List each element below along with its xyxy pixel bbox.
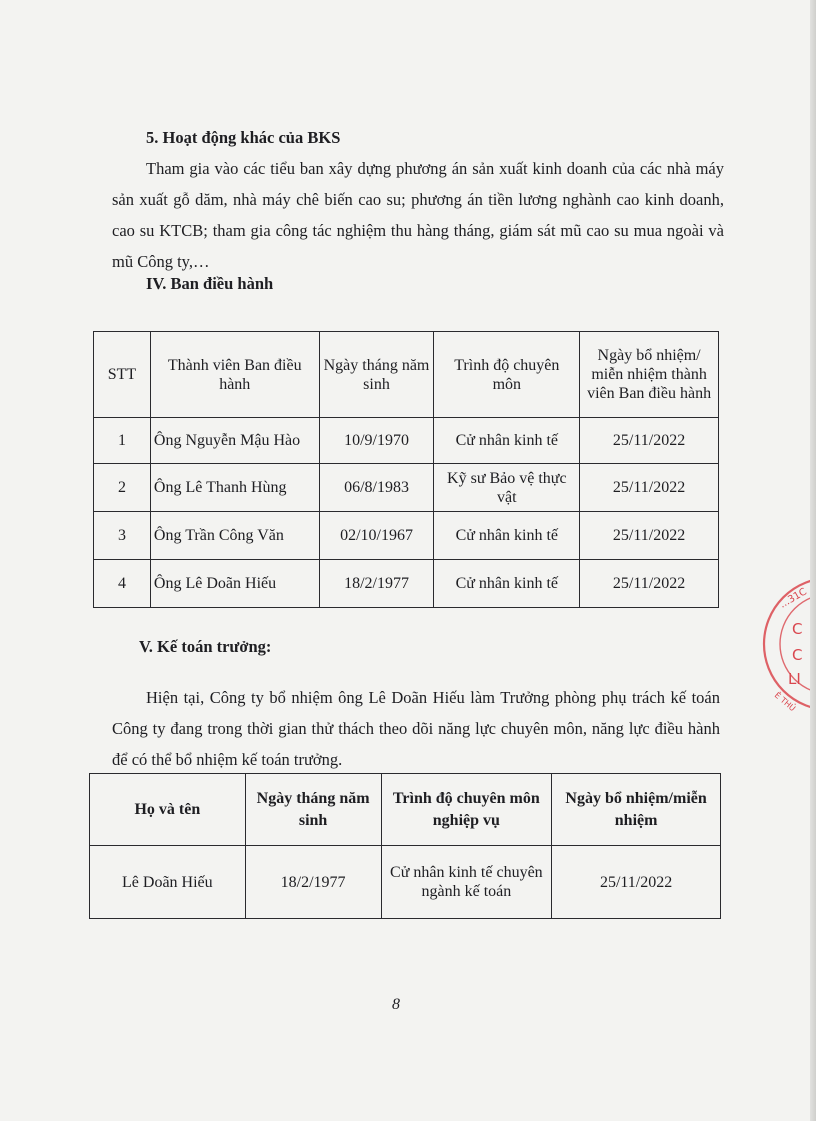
header-fullname: Họ và tên [90, 774, 246, 846]
header-member: Thành viên Ban điều hành [150, 332, 319, 418]
cell-fullname: Lê Doãn Hiếu [90, 846, 246, 919]
svg-text:...31C: ...31C [778, 586, 809, 611]
cell-appointment: 25/11/2022 [580, 512, 719, 560]
header-appointment: Ngày bổ nhiệm/ miễn nhiệm thành viên Ban điều hành [580, 332, 719, 418]
cell-qualification: Cử nhân kinh tế [434, 418, 580, 464]
svg-text:LI: LI [788, 670, 801, 688]
section4-heading: IV. Ban điều hành [146, 274, 274, 293]
cell-member: Ông Nguyễn Mậu Hào [150, 418, 319, 464]
table-header-row [94, 332, 719, 418]
table-row [94, 464, 719, 512]
cell-stt: 4 [94, 560, 151, 608]
company-seal-icon [752, 568, 816, 728]
cell-qualification: Kỹ sư Bảo vệ thực vật [434, 464, 580, 512]
cell-birthdate: 02/10/1967 [319, 512, 434, 560]
header-stt: STT [94, 332, 151, 418]
sectionV-paragraph: Hiện tại, Công ty bổ nhiệm ông Lê Doãn Hiếu làm Trưởng phòng phụ trách kế toán Công ty đang trong thời gian thử thách theo dõi năng lực chuyên môn, năng lực điều hành để có thể bổ nhiệm kế toán trưởng. [112, 688, 720, 769]
cell-stt: 3 [94, 512, 151, 560]
header-birthdate: Ngày tháng năm sinh [245, 774, 381, 846]
cell-member: Ông Lê Doãn Hiếu [150, 560, 319, 608]
cell-appointment: 25/11/2022 [580, 560, 719, 608]
section5-heading: 5. Hoạt động khác của BKS [146, 128, 341, 147]
cell-birthdate: 06/8/1983 [319, 464, 434, 512]
management-board-table [93, 331, 719, 608]
cell-member: Ông Trần Công Văn [150, 512, 319, 560]
svg-text:C: C [792, 620, 803, 638]
table-row [94, 560, 719, 608]
cell-birthdate: 18/2/1977 [245, 846, 381, 919]
table-row [90, 846, 721, 919]
section5-paragraph: Tham gia vào các tiểu ban xây dựng phương án sản xuất kinh doanh của các nhà máy sản xuất gỗ dăm, nhà máy chê biến cao su; phương án tiền lương nghành cao kinh doanh, cao su KTCB; tham gia công tác nghiệm thu hàng tháng, giám sát mũ cao su mua ngoài và mũ Công ty,… [112, 159, 724, 271]
chief-accountant-table [89, 773, 721, 919]
table-row [94, 512, 719, 560]
cell-stt: 2 [94, 464, 151, 512]
cell-birthdate: 18/2/1977 [319, 560, 434, 608]
page-edge [810, 0, 816, 1121]
sectionV-heading: V. Kế toán trưởng: [139, 637, 272, 656]
header-qualification: Trình độ chuyên môn [434, 332, 580, 418]
cell-appointment: 25/11/2022 [580, 464, 719, 512]
header-birthdate: Ngày tháng năm sinh [319, 332, 434, 418]
page-number: 8 [392, 996, 400, 1013]
header-appointment: Ngày bổ nhiệm/miễn nhiệm [552, 774, 721, 846]
cell-birthdate: 10/9/1970 [319, 418, 434, 464]
cell-member: Ông Lê Thanh Hùng [150, 464, 319, 512]
cell-appointment: 25/11/2022 [580, 418, 719, 464]
cell-qualification: Cử nhân kinh tế [434, 512, 580, 560]
cell-stt: 1 [94, 418, 151, 464]
cell-appointment: 25/11/2022 [552, 846, 721, 919]
table-row [94, 418, 719, 464]
cell-qualification: Cử nhân kinh tế [434, 560, 580, 608]
cell-qualification: Cử nhân kinh tế chuyên ngành kế toán [381, 846, 552, 919]
svg-text:C: C [792, 646, 803, 664]
header-qualification: Trình độ chuyên môn nghiệp vụ [381, 774, 552, 846]
table-header-row [90, 774, 721, 846]
svg-text:Ê THỦ: Ê THỦ [772, 690, 798, 714]
